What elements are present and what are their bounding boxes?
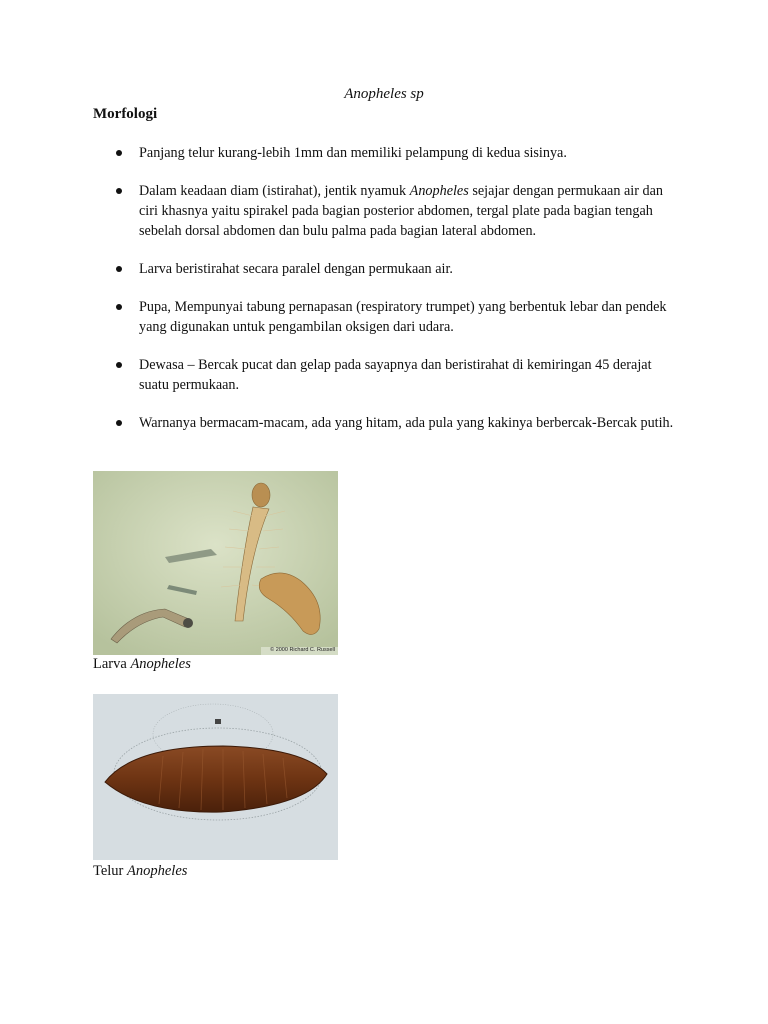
bullet-text-after: sejajar dengan permukaan air dan ciri khasnya yaitu spirakel pada bagian posterior abdomen, tergal plate pada bagian tengah sebelah dorsal abdomen dan bulu palma pada bagian lateral abdomen. — [139, 183, 663, 239]
larva-illustration — [93, 471, 338, 655]
photo-credit: © 2000 Richard C. Russell — [270, 647, 335, 653]
species-name: Anopheles — [409, 183, 469, 199]
list-item — [114, 259, 674, 279]
bullet-icon — [116, 188, 122, 194]
bullet-text-before: Dalam keadaan diam (istirahat), jentik nyamuk — [139, 183, 410, 199]
document-title: Anopheles sp — [344, 86, 424, 102]
list-item — [114, 413, 674, 433]
bullet-icon — [116, 266, 122, 272]
bullet-icon — [116, 304, 122, 310]
bullet-icon — [116, 362, 122, 368]
egg-illustration — [93, 694, 338, 860]
bullet-text: Larva beristirahat secara paralel dengan permukaan air. — [139, 261, 453, 277]
caption-species: Anopheles — [127, 863, 188, 879]
list-item — [114, 355, 674, 395]
section-heading: Morfologi — [93, 106, 158, 122]
morphology-list — [114, 143, 674, 451]
bullet-icon — [116, 420, 122, 426]
egg-caption — [93, 863, 187, 880]
caption-prefix: Larva — [93, 656, 131, 672]
egg-photo — [93, 694, 338, 860]
caption-prefix: Telur — [93, 863, 128, 879]
list-item — [114, 143, 674, 163]
list-item — [114, 297, 674, 337]
bullet-text: Panjang telur kurang-lebih 1mm dan memiliki pelampung di kedua sisinya. — [139, 145, 567, 161]
bullet-text: Warnanya bermacam-macam, ada yang hitam, ada pula yang kakinya berbercak-Bercak putih. — [139, 415, 674, 431]
bullet-icon — [116, 150, 122, 156]
list-item — [114, 181, 674, 241]
bullet-text: Dewasa – Bercak pucat dan gelap pada sayapnya dan beristirahat di kemiringan 45 derajat suatu permukaan. — [139, 357, 652, 393]
bullet-text: Pupa, Mempunyai tabung pernapasan (respiratory trumpet) yang berbentuk lebar dan pendek yang digunakan untuk pengambilan oksigen dari udara. — [139, 299, 667, 335]
larva-photo — [93, 471, 338, 655]
larva-caption — [93, 656, 191, 673]
caption-species: Anopheles — [130, 656, 191, 672]
